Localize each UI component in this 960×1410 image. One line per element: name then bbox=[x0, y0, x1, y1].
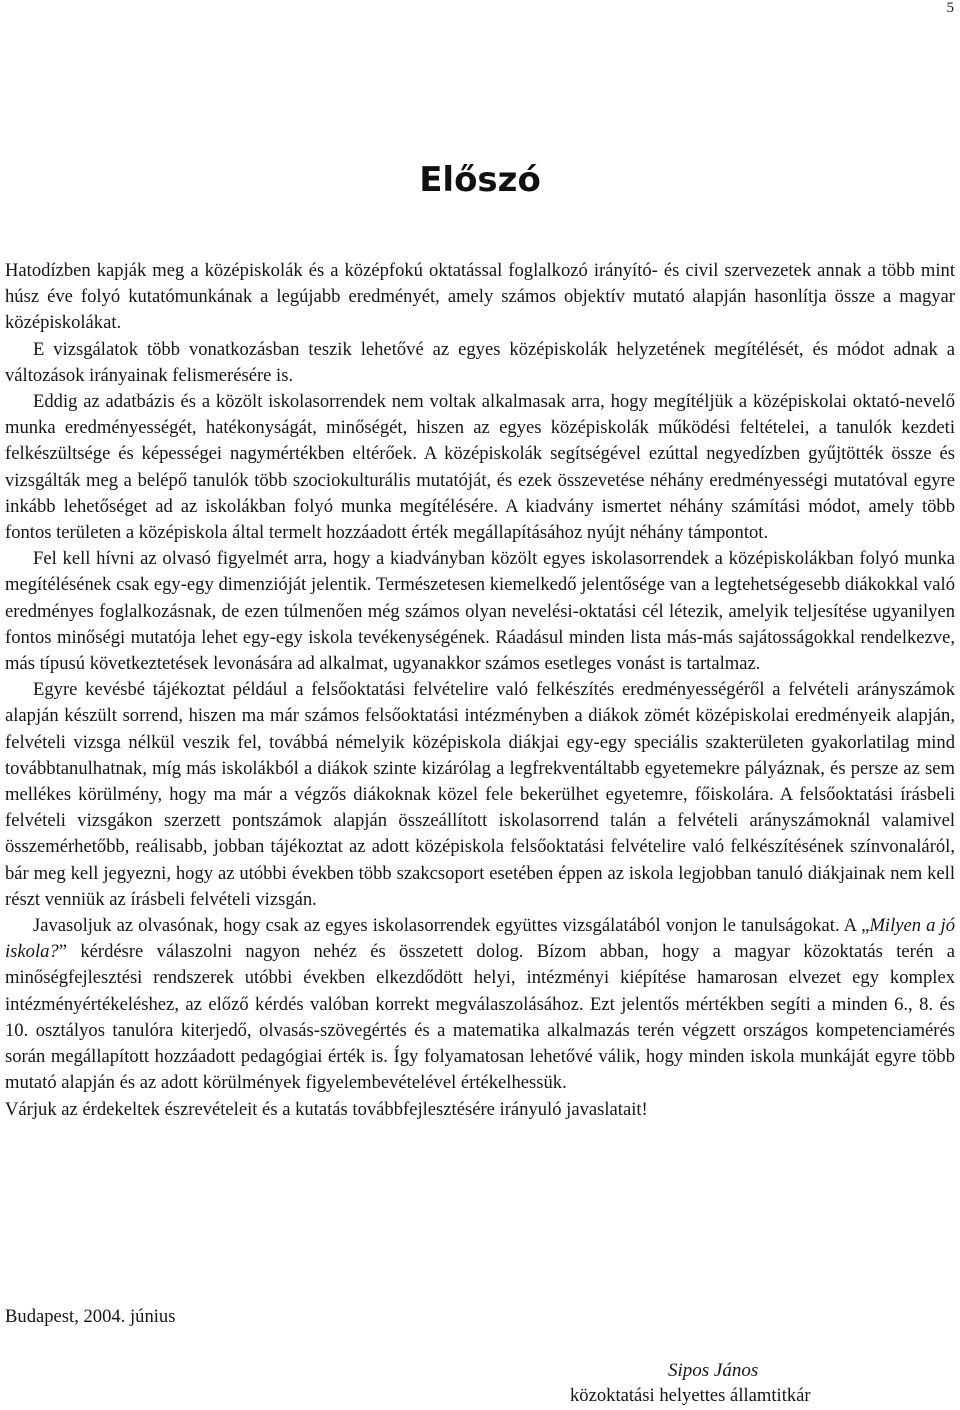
paragraph-2: E vizsgálatok több vonatkozásban teszik lehetővé az egyes középiskolák helyzetének megítélését, és módot adnak a változások irányainak felismerésére is. bbox=[5, 338, 955, 386]
paragraph-5: Egyre kevésbé tájékoztat például a felsőoktatási felvételire való felkészítés eredményességéről a felvételi arányszámok alapján készült sorrend, hiszen ma már számos felsőoktatási intézményben a diákok zömét középiskolai eredményeik alapján, felvételi vizsga nélkül veszik fel, továbbá némelyik középiskola diákjai egy-egy speciális szakterületen gyakorlatilag mind továbbtanulhatnak, míg más iskolákból a diákok szinte kizárólag a legfrekventáltabb egyetemekre pályáznak, és persze az sem mellékes körülmény, hogy ma már a végzős diákoknak közel fele bekerülhet egyetemre, főiskolára. A felsőoktatási írásbeli felvételi vizsgákon szerzett pontszámok alapján összeállított iskolasorrend talán a felvételi arányszámoknál valamivel összemérhetőbb, reálisabb, jobban tájékoztat az adott középiskola felsőoktatási felvételire való felkészítésének színvonaláról, bár meg kell jegyezni, hogy az utóbbi években több szakcsoport esetében éppen az iskola legjobban tanuló diákjainak nem kell részt venniük az írásbeli felvételi vizsgán. bbox=[5, 679, 955, 910]
page-number: 5 bbox=[946, 0, 954, 16]
date-line: Budapest, 2004. június bbox=[5, 1306, 176, 1327]
paragraph-6-text-after: ” kérdésre válaszolni nagyon nehéz és összetett dolog. Bízom abban, hogy a magyar közoktatás terén a minőségfejlesztési rendszerek utóbbi években elkezdődött helyi, intézményi kiépítése hamarosan elvezet egy komplex intézményértékeléshez, az előző kérdés valóban korrekt megválaszolásához. Ezt jelentős mértékben segíti a minden 6., 8. és 10. osztályos tanulóra kiterjedő, olvasás-szövegértés és a matematika alkalmazás terén végzett országos kompetenciamérés során megállapított hozzáadott pedagógiai érték is. Így folyamatosan lehetővé válik, hogy minden iskola munkáját egyre több mutató alapján és az adott körülmények figyelembevételével értékelhessük. bbox=[5, 941, 955, 1094]
paragraph-6-text-before: Javasoljuk az olvasónak, hogy csak az egyes iskolasorrendek együttes vizsgálatából vonjon le tanulságokat. A „ bbox=[33, 915, 870, 937]
paragraph-1: Hatodízben kapják meg a középiskolák és a középfokú oktatással foglalkozó irányító- és civil szervezetek annak a több mint húsz éve folyó kutatómunkának a legújabb eredményét, amely számos objektív mutató alapján hasonlítja össze a magyar középiskolákat. bbox=[5, 260, 955, 334]
paragraph-6-quote: Milyen a jó iskola? bbox=[5, 915, 955, 963]
paragraph-3: Eddig az adatbázis és a közölt iskolasorrendek nem voltak alkalmasak arra, hogy megítéljük a középiskolai oktató-nevelő munka eredményességét, hatékonyságát, minőségét, hiszen az egyes középiskolák működési feltételei, a tanulók kezdeti felkészültsége és képességei nagymértékben eltérőek. A középiskolák segítségével ezúttal negyedízben gyűjtötték össze és vizsgálták meg a belépő tanulók több szociokulturális mutatóját, és ezek összevetése néhány eredményességi mutatóval egyre inkább lehetőséget ad az iskolákban folyó munka megítélésére. A kiadvány ismertet néhány számítási módot, amely több fontos területen a középiskola által termelt hozzáadott érték megállapításához nyújt néhány támpontot. bbox=[5, 391, 955, 544]
paragraph-4: Fel kell hívni az olvasó figyelmét arra, hogy a kiadványban közölt egyes iskolasorrendek a középiskolákban folyó munka megítélésének csak egy-egy dimenzióját jelentik. Természetesen kiemelkedő jelentősége van a legtehetségesebb diákokkal való eredményes foglalkozásnak, de ezen túlmenően még számos olyan nevelési-oktatási cél létezik, amelyik teljesítése ugyanilyen fontos minőségi mutatója lehet egy-egy iskola tevékenységének. Ráadásul minden lista más-más sajátosságokkal rendelkezve, más típusú következtetések levonására ad alkalmat, ugyanakkor számos esetleges vonást is tartalmaz. bbox=[5, 548, 955, 675]
page-title: Előszó bbox=[419, 160, 541, 200]
body-text bbox=[5, 258, 955, 1123]
paragraph-6 bbox=[5, 913, 955, 1096]
paragraph-7: Várjuk az érdekeltek észrevételeit és a kutatás továbbfejlesztésére irányuló javaslatait! bbox=[5, 1098, 648, 1120]
signature-role: közoktatási helyettes államtitkár bbox=[570, 1385, 811, 1406]
signature-name: Sipos János bbox=[668, 1360, 759, 1381]
